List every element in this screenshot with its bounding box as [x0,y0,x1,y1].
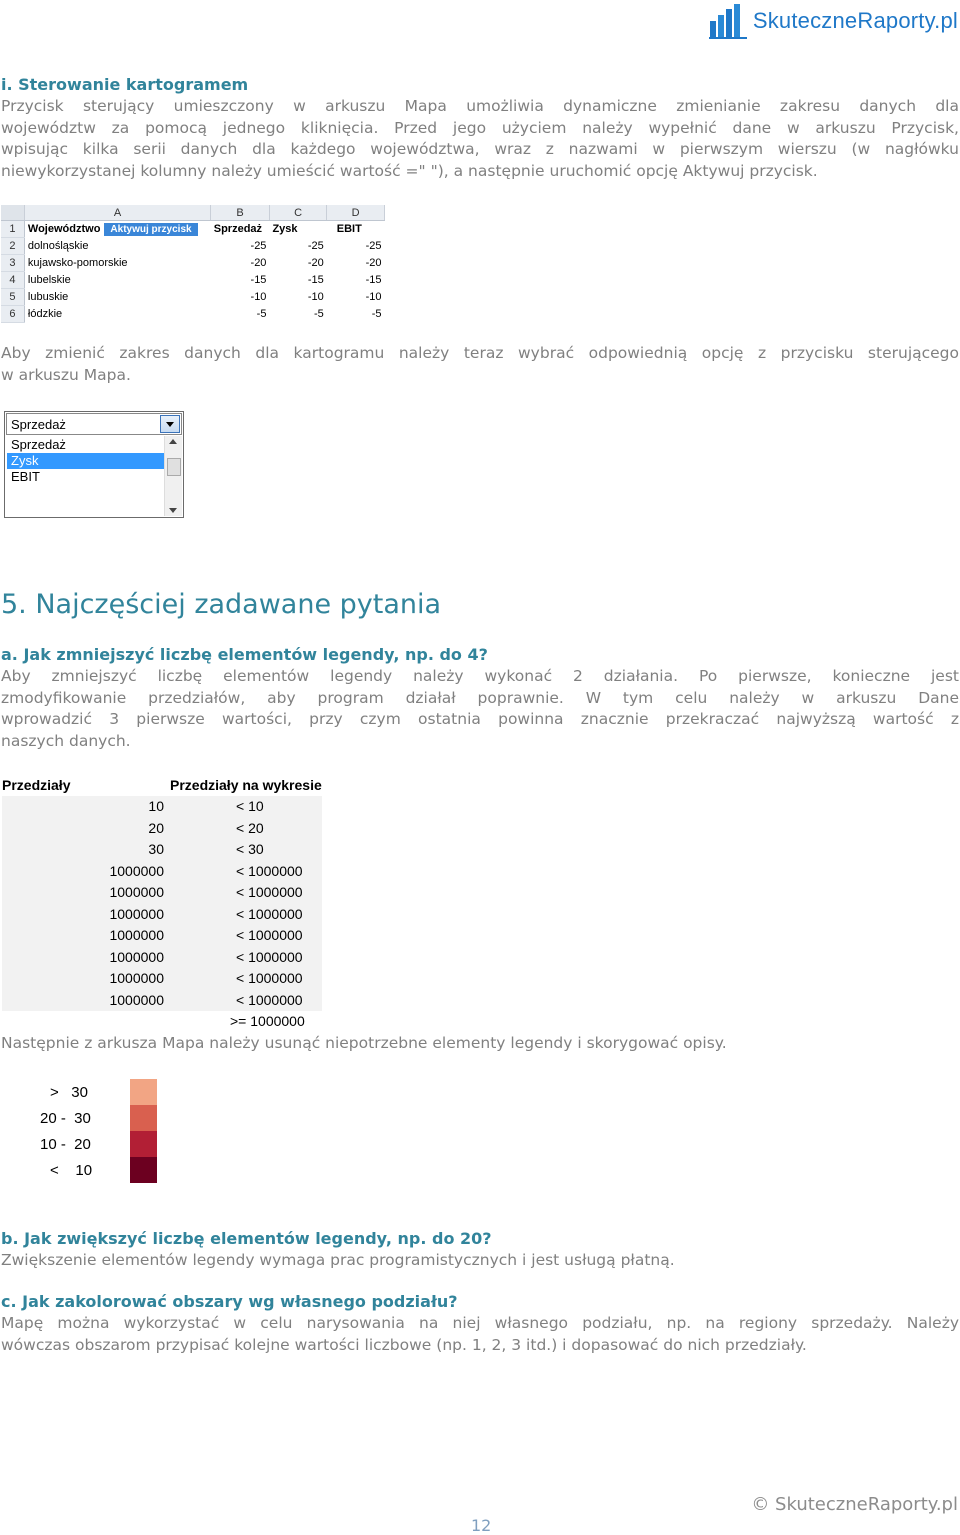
legend-label: 20 - 30 [40,1110,91,1127]
logo [709,2,958,40]
text-line: niewykorzystanej kolumny należy umieścić wartość =" "), a następnie uruchomić opcję Aktywuj przycisk. [1,161,818,180]
interval-value: 1000000 [2,903,166,925]
interval-label: < 1000000 [236,991,303,1008]
legend-swatch [130,1157,157,1183]
page-number: 12 [471,1516,492,1535]
interval-label: < 1000000 [236,970,303,987]
legend-swatch [130,1079,157,1105]
intervals-table [2,774,322,1032]
interval-value: 1000000 [2,989,166,1011]
interval-label: < 1000000 [236,884,303,901]
scroll-down-icon[interactable] [165,504,182,516]
interval-value: 1000000 [2,860,166,882]
text-line: Aby zmniejszyć liczbę elementów legendy należy wykonać 2 działania. Po pierwsze, konieczne jest [1,667,959,685]
legend-label: > 30 [50,1084,88,1101]
column-header: Przedziały [2,776,71,793]
column-header: Przedziały na wykresie [170,776,322,793]
interval-value: 30 [2,839,166,861]
cell[interactable]: -25 [307,240,324,252]
text-line: wówczas obszarom przypisać kolejne wartości liczbowe (np. 1, 2, 3 itd.) i dopasować do nich przedziały. [1,1335,807,1354]
text-line: naszych danych. [1,731,131,750]
interval-label: < 30 [236,841,264,858]
answer-paragraph [1,1313,959,1356]
question-title: b. Jak zwiększyć liczbę elementów legendy, np. do 20? [1,1229,492,1248]
list-option-highlighted[interactable]: Zysk [7,453,165,469]
interval-label: < 1000000 [236,905,303,922]
section-paragraph [1,96,959,182]
select-all-corner[interactable] [1,205,24,221]
interval-value: 20 [2,817,166,839]
cell[interactable]: -10 [307,291,324,303]
legend-item [40,1157,160,1183]
cell[interactable]: -15 [250,274,267,286]
text-line: zmodyfikowanie przedziałów, aby program działał poprawnie. W tym celu należy w arkuszu Dane [1,688,959,707]
text-line: w arkuszu Mapa. [1,365,131,384]
scrollbar[interactable] [164,436,182,516]
legend-label: 10 - 20 [40,1136,91,1153]
interval-label: < 10 [236,798,264,815]
interval-label: < 1000000 [236,927,303,944]
cell[interactable]: -15 [365,274,382,286]
column-header[interactable]: A [24,205,210,221]
cell[interactable]: -20 [307,257,324,269]
cell-header-d[interactable]: EBIT [336,223,362,236]
interval-label: < 20 [236,819,264,836]
row-number[interactable]: 6 [1,306,24,323]
column-header[interactable]: D [327,205,385,221]
column-header[interactable]: C [269,205,326,221]
interval-value: 1000000 [2,882,166,904]
list-option[interactable]: EBIT [11,469,40,484]
answer-text: Zwiększenie elementów legendy wymaga prac programistycznych i jest usługą płatną. [1,1251,675,1269]
row-number[interactable]: 5 [1,289,24,306]
logo-text: SkuteczneRaporty.pl [752,8,958,33]
legend-item [40,1079,160,1105]
dropdown-arrow-icon[interactable] [160,415,180,433]
legend-swatch [130,1105,157,1131]
footer-copyright: © SkuteczneRaporty.pl [751,1494,958,1515]
list-option[interactable]: Sprzedaż [11,437,66,452]
cell[interactable]: -20 [365,257,382,269]
cell-header-a[interactable] [24,221,210,238]
cell[interactable]: -10 [250,291,267,303]
cell-text: Województwo [27,223,101,236]
legend-item [40,1131,160,1157]
legend-item [40,1105,160,1131]
text-line: wprowadzić 3 pierwsze wartości, przy czym ostatnia powinna znacznie przekraczać najwyższą wartość z [1,710,959,728]
spreadsheet-screenshot [1,205,385,321]
legend-swatch [130,1131,157,1157]
row-number[interactable]: 4 [1,272,24,289]
cell[interactable]: -5 [313,308,324,320]
scroll-thumb[interactable] [167,458,181,476]
text-line: Mapę można wykorzystać w celu narysowania na niej własnego podziału, np. na regiony sprzedaży. Należy [1,1314,959,1332]
row-number[interactable]: 1 [1,221,24,238]
cell[interactable]: dolnośląskie [27,240,89,252]
activate-button[interactable]: Aktywuj przycisk [104,223,197,236]
cell[interactable]: -5 [371,308,382,320]
text-line: Aby zmienić zakres danych dla kartogramu należy teraz wybrać odpowiednią opcję z przycisku sterującego [1,344,959,362]
text-line: wpisując kilka serii danych dla każdego województwa, wraz z nazwami w pierwszym wierszu (w nagłówku [1,140,959,158]
paragraph [1,343,959,386]
bar-chart-logo-icon [709,3,749,39]
interval-value: 1000000 [2,946,166,968]
interval-label: < 1000000 [236,948,303,965]
legend-label: < 10 [50,1162,93,1179]
interval-label: < 1000000 [236,862,303,879]
cell[interactable]: -20 [250,257,267,269]
section-heading: 5. Najczęściej zadawane pytania [1,589,442,620]
interval-label-last: >= 1000000 [230,1013,305,1030]
cell[interactable]: kujawsko-pomorskie [27,257,128,269]
cell[interactable]: łódzkie [27,308,63,320]
row-number[interactable]: 2 [1,238,24,255]
combo-selected[interactable] [6,413,182,435]
control-listbox[interactable] [4,411,184,518]
cell-header-b[interactable]: Sprzedaż [213,223,263,236]
selected-value: Sprzedaż [11,417,66,432]
cell[interactable]: -25 [365,240,382,252]
paragraph: Następnie z arkusza Mapa należy usunąć niepotrzebne elementy legendy i skorygować opisy. [1,1034,727,1052]
interval-value: 1000000 [2,968,166,990]
interval-value: 1000000 [2,925,166,947]
scroll-up-icon[interactable] [165,436,182,448]
text-line: Przycisk sterujący umieszczony w arkuszu Mapa umożliwia dynamiczne zmienianie zakresu danych dla [1,97,959,115]
cell[interactable]: -5 [256,308,267,320]
cell[interactable]: -10 [365,291,382,303]
question-title: a. Jak zmniejszyć liczbę elementów legendy, np. do 4? [1,645,488,664]
cell[interactable]: -25 [250,240,267,252]
cell[interactable]: -15 [307,274,324,286]
cell-header-c[interactable]: Zysk [272,223,298,236]
cell[interactable]: lubuskie [27,291,69,303]
question-title: c. Jak zakolorować obszary wg własnego podziału? [1,1292,458,1311]
interval-value: 10 [2,796,166,818]
cell[interactable]: lubelskie [27,274,71,286]
text-line: województw za pomocą jednego kliknięcia. Przed jego użyciem należy wypełnić dane w arkuszu Przycisk, [1,118,959,137]
answer-paragraph [1,666,959,752]
column-header[interactable]: B [211,205,270,221]
row-number[interactable]: 3 [1,255,24,272]
section-title: i. Sterowanie kartogramem [1,75,249,94]
